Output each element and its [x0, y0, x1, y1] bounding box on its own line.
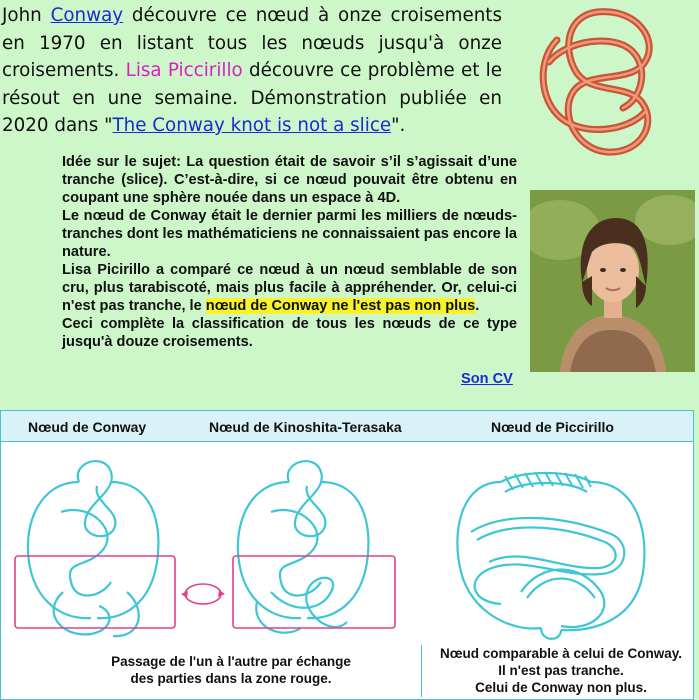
- exchange-arrows: [185, 584, 221, 604]
- header-piccirillo: Nœud de Piccirillo: [491, 419, 614, 435]
- idea-paragraph: Idée sur le sujet: La question était de savoir s’il s’agissait d’une tranche (slice). C’est-à-dire, si ce nœud pouvait être obtenu en coupant une sphère nouée dans un espace à 4D.: [62, 154, 517, 206]
- highlighted-conclusion: nœud de Conway ne l'est pas non plus: [205, 298, 476, 314]
- conway-link[interactable]: Conway: [50, 5, 124, 26]
- intro-text: ".: [391, 115, 406, 136]
- piccirillo-band-4: [527, 579, 595, 599]
- kt-knot-right-arc: [307, 482, 368, 618]
- intro-text: John: [2, 5, 51, 26]
- idea-text: Lisa Picirillo a comparé ce nœud à un nœud semblable de son cru, plus tarabiscoté, mais plus facile à appréhender. Or, celui-ci n'est pas tranche, le: [62, 262, 517, 314]
- piccirillo-name: Lisa Piccirillo: [125, 60, 243, 81]
- idea-text: .: [475, 298, 480, 314]
- idea-paragraph: Ceci complète la classification de tous les nœuds de ce type jusqu'à douze croisements.: [62, 316, 517, 350]
- conway-knot-image: [527, 0, 669, 165]
- conway-knot-left-arc: [28, 482, 91, 618]
- caption-line: Il n'est pas tranche.: [498, 663, 624, 678]
- header-kinoshita-terasaka: Nœud de Kinoshita-Terasaka: [209, 419, 402, 435]
- intro-paragraph: [2, 2, 502, 140]
- paper-link[interactable]: The Conway knot is not a slice: [112, 115, 392, 136]
- conway-knot-tail: [113, 592, 139, 636]
- caption-right: [421, 645, 696, 697]
- caption-line: Passage de l'un à l'autre par échange: [111, 654, 351, 669]
- conway-knot-right-arc: [97, 482, 158, 618]
- caption-line: des parties dans la zone rouge.: [130, 671, 332, 686]
- knot-comparison-panel: [0, 410, 694, 700]
- piccirillo-bottom-loop: [541, 628, 561, 639]
- intro-text: découvre ce nœud à onze croisements en 1970 en listant tous les nœuds jusqu'à onze croisements.: [2, 5, 502, 81]
- intro-text: découvre ce problème et le résout en une semaine. Démonstration publiée en 2020 dans ": [2, 60, 502, 136]
- kt-knot-top-loops: [288, 461, 326, 536]
- kt-knot-left-arc: [238, 482, 301, 618]
- piccirillo-portrait: [530, 190, 695, 372]
- header-conway: Nœud de Conway: [28, 419, 147, 435]
- knot-diagrams: [1, 442, 693, 647]
- idea-paragraph: Le nœud de Conway était le dernier parmi les milliers de nœuds-tranches dont les mathématiciens ne connaissaient pas encore la nature.: [62, 208, 518, 260]
- idea-paragraph: [62, 261, 517, 315]
- idea-block: [62, 153, 517, 351]
- piccirillo-top-band-inner: [505, 483, 587, 492]
- conway-knot-top-loops: [78, 461, 116, 536]
- caption-line: Celui de Conway non plus.: [475, 680, 647, 695]
- caption-line: Nœud comparable à celui de Conway.: [439, 646, 683, 661]
- piccirillo-outer-left: [457, 482, 541, 629]
- cv-link[interactable]: Son CV: [461, 371, 513, 387]
- piccirillo-band-2: [477, 527, 616, 568]
- caption-left: [31, 653, 431, 687]
- portrait-drawing: [530, 190, 695, 372]
- comparison-header: [1, 411, 693, 442]
